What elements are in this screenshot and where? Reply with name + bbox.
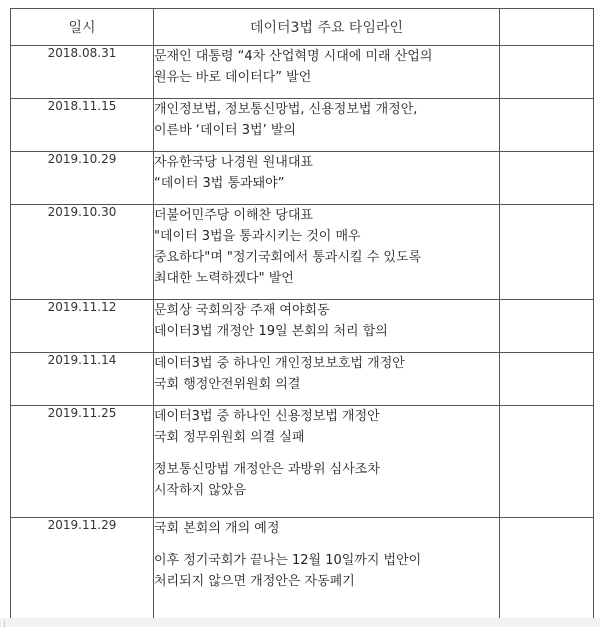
event-paragraph	[154, 518, 499, 539]
row-date: 2018.08.31	[11, 46, 154, 99]
page-footer-strip	[0, 618, 600, 627]
event-paragraph	[154, 205, 499, 289]
event-line: 이른바 ‘데이터 3법’ 발의	[154, 123, 296, 138]
row-event	[154, 300, 500, 353]
row-event	[154, 46, 500, 99]
event-line: 더불어민주당 이해찬 당대표	[154, 208, 313, 223]
event-line: 국회 행정안전위원회 의결	[154, 377, 301, 392]
row-date: 2019.10.30	[11, 205, 154, 300]
table-row	[11, 406, 594, 518]
event-paragraph	[154, 152, 499, 194]
row-extra-cell	[500, 205, 594, 300]
event-line: 문재인 대통령 “4차 산업혁명 시대에 미래 산업의	[154, 49, 433, 64]
event-line: 원유는 바로 데이터다” 발언	[154, 70, 312, 85]
event-line: 시작하지 않았음	[154, 483, 247, 498]
row-extra-cell	[500, 300, 594, 353]
event-line: 정보통신망법 개정안은 과방위 심사조차	[154, 462, 380, 477]
table-row	[11, 46, 594, 99]
event-line: 국회 본회의 개의 예정	[154, 521, 280, 536]
date-column-header: 일시	[11, 9, 154, 46]
row-event	[154, 518, 500, 620]
row-event	[154, 99, 500, 152]
event-line: 자유한국당 나경원 원내대표	[154, 155, 313, 170]
row-extra-cell	[500, 46, 594, 99]
event-line: 데이터3법 개정안 19일 본회의 처리 합의	[154, 324, 388, 339]
row-event	[154, 205, 500, 300]
table-row	[11, 152, 594, 205]
row-event	[154, 353, 500, 406]
timeline-table	[10, 8, 594, 620]
event-paragraph	[154, 353, 499, 395]
row-date: 2019.11.25	[11, 406, 154, 518]
event-line: 처리되지 않으면 개정안은 자동폐기	[154, 574, 355, 589]
table-row	[11, 300, 594, 353]
event-paragraph	[154, 46, 499, 88]
row-date: 2019.11.14	[11, 353, 154, 406]
event-paragraph	[154, 300, 499, 342]
row-extra-cell	[500, 406, 594, 518]
event-line: 개인정보법, 정보통신망법, 신용정보법 개정안,	[154, 102, 418, 117]
event-line: 국회 정무위원회 의결 실패	[154, 430, 305, 445]
event-paragraph	[154, 459, 499, 501]
extra-column-header	[500, 9, 594, 46]
row-event	[154, 152, 500, 205]
event-line: 데이터3법 중 하나인 신용정보법 개정안	[154, 409, 380, 424]
event-line: 중요하다"며 "정기국회에서 통과시킬 수 있도록	[154, 250, 422, 265]
header-row	[11, 9, 594, 46]
table-row	[11, 353, 594, 406]
event-line: "데이터 3법을 통과시키는 것이 매우	[154, 229, 361, 244]
row-extra-cell	[500, 99, 594, 152]
table-row	[11, 99, 594, 152]
event-paragraph	[154, 406, 499, 448]
row-event	[154, 406, 500, 518]
event-line: 문희상 국회의장 주재 여야회동	[154, 303, 330, 318]
row-extra-cell	[500, 518, 594, 620]
table-row	[11, 205, 594, 300]
event-paragraph	[154, 99, 499, 141]
event-line: 이후 정기국회가 끝나는 12월 10일까지 법안이	[154, 553, 422, 568]
table-row	[11, 518, 594, 620]
event-column-header: 데이터3법 주요 타임라인	[154, 9, 500, 46]
row-date: 2019.10.29	[11, 152, 154, 205]
resize-corner-icon	[4, 621, 11, 627]
row-date: 2018.11.15	[11, 99, 154, 152]
row-date: 2019.11.29	[11, 518, 154, 620]
event-line: “데이터 3법 통과돼야”	[154, 176, 285, 191]
timeline-body	[11, 46, 594, 620]
event-line: 최대한 노력하겠다" 발언	[154, 271, 294, 286]
row-extra-cell	[500, 353, 594, 406]
event-paragraph	[154, 550, 499, 592]
row-date: 2019.11.12	[11, 300, 154, 353]
row-extra-cell	[500, 152, 594, 205]
event-line: 데이터3법 중 하나인 개인정보보호법 개정안	[154, 356, 405, 371]
